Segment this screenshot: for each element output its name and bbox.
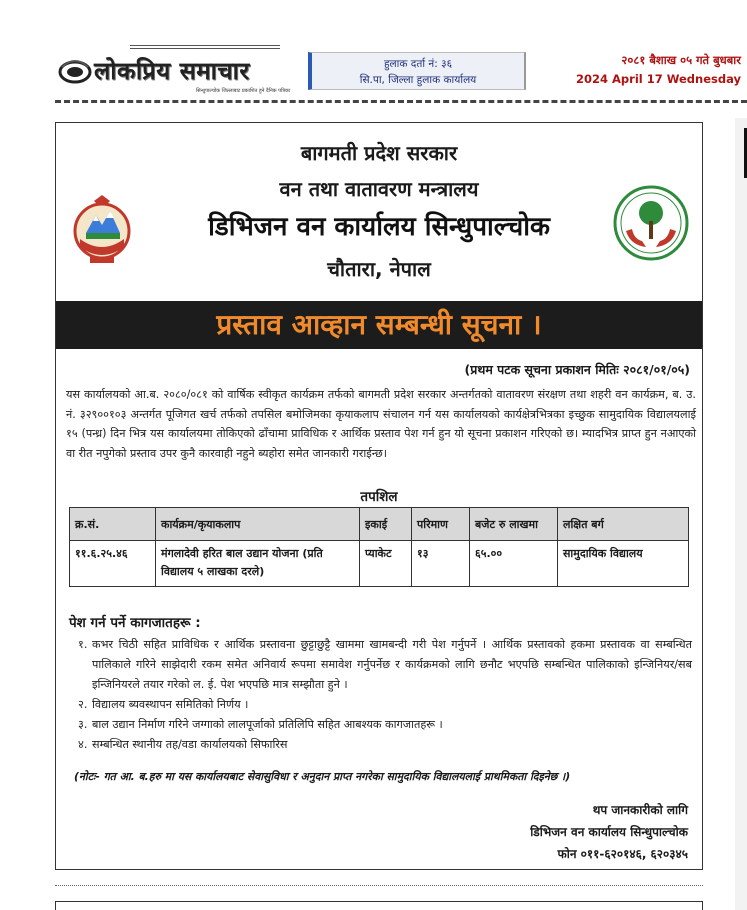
required-documents-title: पेश गर्न पर्ने कागजातहरू : — [69, 615, 201, 631]
col-program: कार्यक्रम/कृयाकलाप — [156, 508, 360, 541]
list-item — [78, 715, 692, 735]
table-header-row — [70, 508, 689, 541]
logo-swirl-icon — [58, 53, 92, 87]
next-notice-box — [55, 901, 703, 910]
proposal-notice — [55, 122, 703, 870]
contact-block — [530, 799, 688, 865]
item-number: १. — [78, 638, 88, 651]
priority-note: (नोटः- गत आ. ब.हरु मा यस कार्यालयबाट सेवासुविधा र अनुदान प्राप्त नगरेका सामुदायिक विद्यालयलाई प्राथमिकता दिइनेछ ।) — [74, 770, 571, 783]
cell-budget: ६५.०० — [470, 541, 558, 587]
item-text: बाल उद्यान निर्माण गरिने जग्गाको लालपूर्जाको प्रतिलिपि सहित आबश्यक कागजातहरू । — [92, 718, 443, 731]
item-text: सम्बन्धित स्थानीय तह/वडा कार्यालयको सिफारिस — [92, 738, 288, 751]
right-column-strip — [735, 118, 747, 910]
logo-subtitle: सिन्धुपाल्चोक जिल्लाबाट प्रकाशित हुने दैनिक पत्रिका — [196, 88, 291, 94]
cell-program: मंगलादेवी हरित बाल उद्यान योजना (प्रति विद्यालय ५ लाखका दरले) — [156, 541, 360, 587]
postal-registration-box — [308, 52, 526, 90]
header-divider — [55, 100, 747, 103]
item-number: २. — [78, 698, 88, 711]
logo-text: लोकप्रिय समाचार — [94, 56, 250, 85]
col-target-group: लक्षित बर्ग — [558, 508, 689, 541]
item-text: कभर चिठी सहित प्राविधिक र आर्थिक प्रस्तावना छुट्टाछुट्टै खाममा खामबन्दी गरी पेश गर्नुपर्ने । आर्थिक प्रस्तावको हकमा प्रस्तावक वा सम्बन्धित पालिकाले गरिने साझेदारी रकम समेत अनिवार्य रूपमा समावेश गर्नुपर्नेछ र कार्यक्रमको लागि छनौट भएपछि सम्बन्धित पालिकाको इन्जिनियर/सब इन्जिनियरले तयार गरेको ल. ई. पेश भएपछि मात्र सम्झौता हुने । — [92, 638, 692, 691]
contact-heading: थप जानकारीको लागि — [592, 803, 688, 817]
schedule-title: तपशिल — [360, 489, 398, 505]
contact-phone[interactable]: फोन ०११-६२०१४६, ६२०३४५ — [557, 847, 688, 861]
list-item — [78, 735, 692, 755]
list-item — [78, 695, 692, 715]
newspaper-masthead — [0, 0, 747, 100]
date-english: 2024 April 17 Wednesday — [576, 72, 741, 86]
table-row — [70, 541, 689, 587]
item-text: विद्यालय ब्यवस्थापन समितिको निर्णय । — [92, 698, 249, 711]
registration-office: सि.पा, जिल्ला हुलाक कार्यालय — [359, 74, 477, 86]
col-unit: इकाई — [360, 508, 412, 541]
publish-date: (प्रथम पटक सूचना प्रकाशन मितिः २०८१/०१/०५) — [464, 362, 690, 377]
office-heading: डिभिजन वन कार्यालय सिन्धुपाल्चोक — [208, 212, 550, 242]
col-serial: क्र.सं. — [70, 508, 156, 541]
registration-number: हुलाक दर्ता नं: ३६ — [383, 58, 453, 70]
section-divider — [55, 885, 703, 886]
item-number: ४. — [78, 738, 88, 751]
date-nepali: २०८१ बैशाख ०५ गते बुधबार — [621, 53, 741, 67]
forest-office-logo-icon — [612, 183, 690, 263]
location-heading: चौतारा, नेपाल — [327, 257, 431, 281]
notice-title-banner: प्रस्ताव आव्हान सम्बन्धी सूचना । — [56, 301, 702, 349]
provincial-govt-heading: बागमती प्रदेश सरकार — [300, 141, 458, 165]
newspaper-logo[interactable] — [58, 50, 250, 90]
cell-target-group: सामुदायिक विद्यालय — [558, 541, 689, 587]
cell-serial: ११.६.२५.४६ — [70, 541, 156, 587]
notice-body-text: यस कार्यालयको आ.ब. २०८०/०८१ को वार्षिक स्वीकृत कार्यक्रम तर्फको बागमती प्रदेश सरकार अन्तर्गतको वातावरण संरक्षण तथा शहरी वन कार्यक्रम, ब. उ. नं. ३२९००१०३ अन्तर्गत पूजिगत खर्च तर्फको तपसिल बमोजिमका कृयाकलाप संचालन गर्न यस कार्यालयको कार्यक्षेत्रभित्रका इच्छुक सामुदायिक विद्यालयलाई १५ (पन्ध्र) दिन भित्र यस कार्यालयमा तोकिएको ढाँचामा प्राविधिक र आर्थिक प्रस्ताव पेश गर्न हुन यो सूचना प्रकाशन गरिएको छ। म्यादभित्र प्राप्त हुन नआएको वा रीत नपुगेको प्रस्ताव उपर कुनै कारवाही नहुने ब्यहोरा समेत जानकारी गराईन्छ। — [66, 388, 696, 460]
col-budget: बजेट रु लाखमा — [470, 508, 558, 541]
required-documents-list — [78, 635, 692, 755]
schedule-table — [69, 507, 689, 587]
cell-unit: प्याकेट — [360, 541, 412, 587]
item-number: ३. — [78, 718, 88, 731]
contact-office: डिभिजन वन कार्यालय सिन्धुपाल्चोक — [530, 825, 688, 839]
logo-rule — [130, 45, 280, 49]
ministry-heading: वन तथा वातावरण मन्त्रालय — [279, 177, 479, 201]
cell-quantity: १३ — [412, 541, 470, 587]
col-quantity: परिमाण — [412, 508, 470, 541]
list-item — [78, 635, 692, 695]
